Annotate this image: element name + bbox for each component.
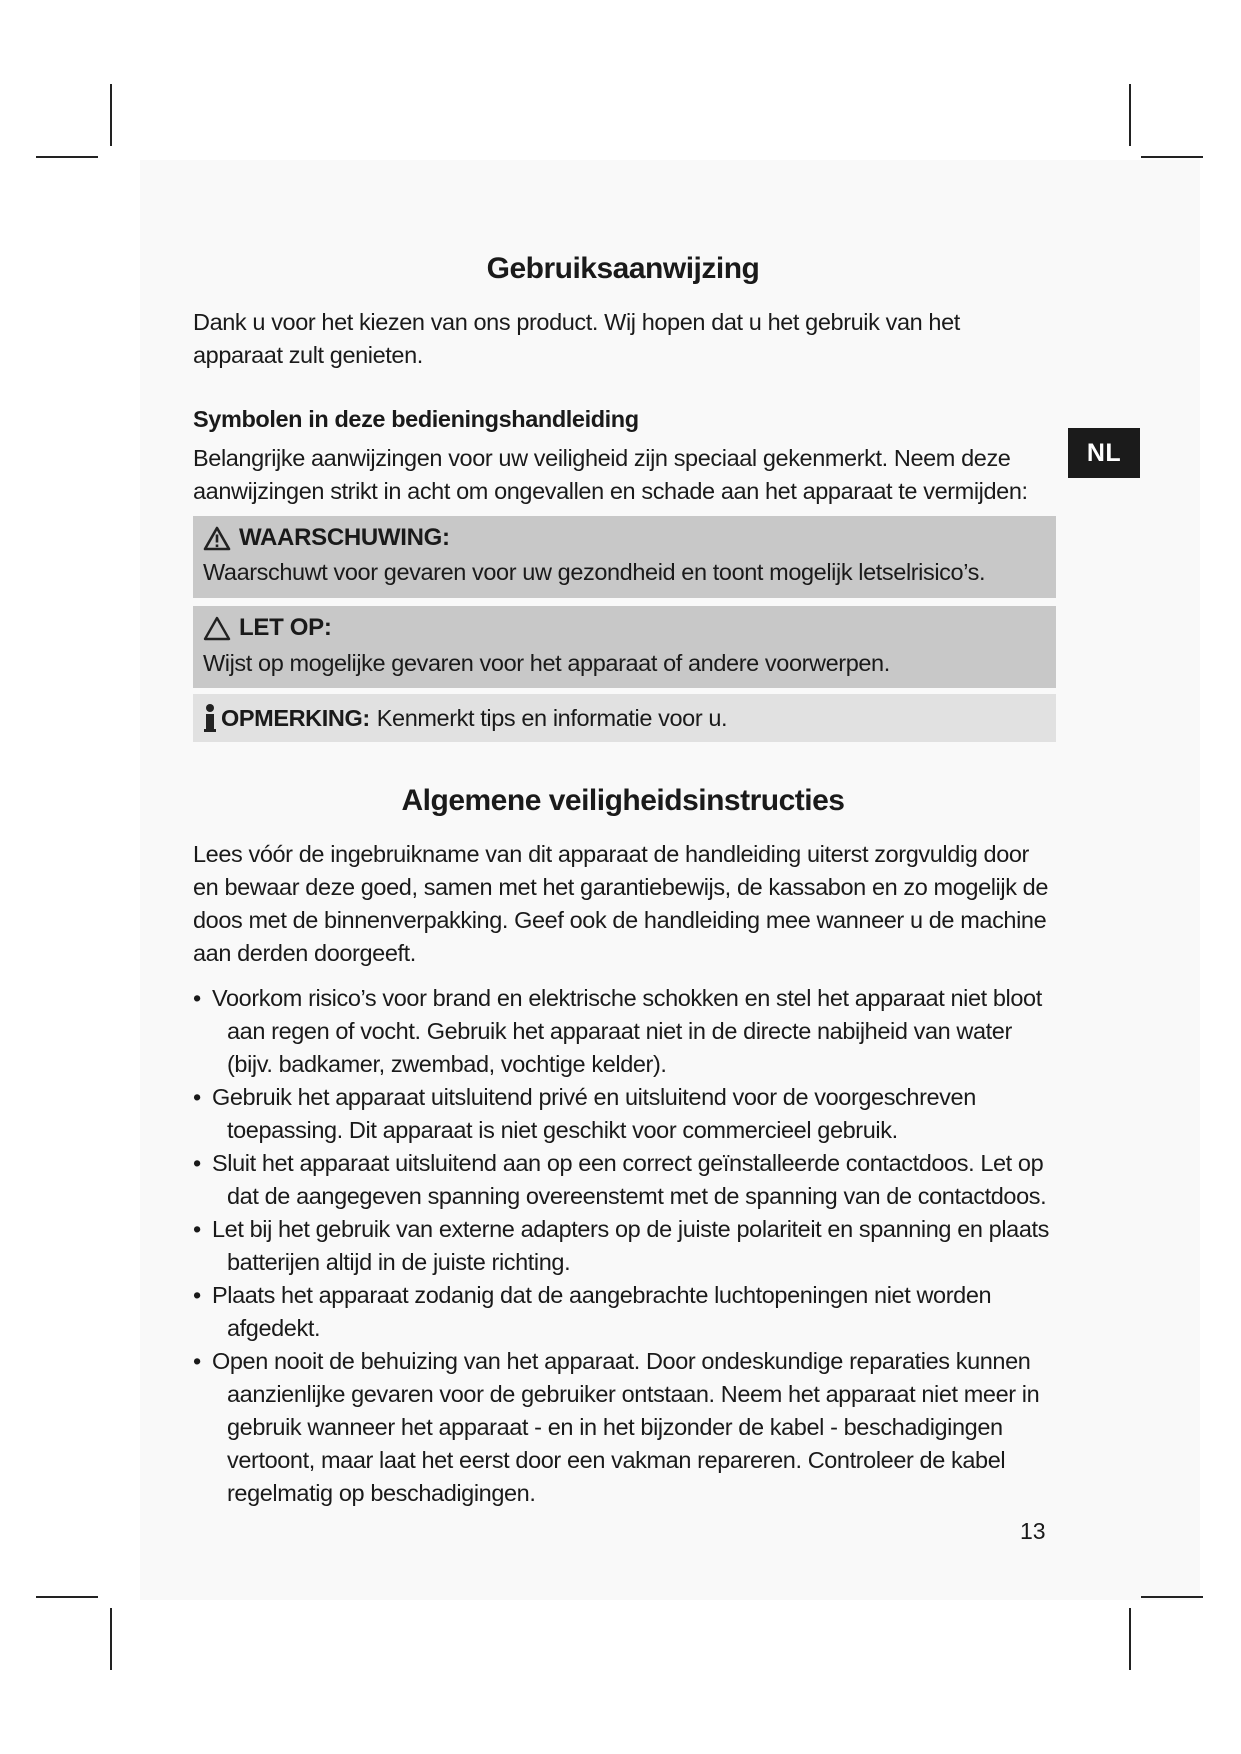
info-icon bbox=[203, 703, 217, 733]
caution-box bbox=[193, 606, 1056, 688]
caution-triangle-icon bbox=[203, 616, 231, 641]
list-item: • Sluit het apparaat uitsluitend aan op een correct geïnstalleerde contactdoos. Let op dat de aangegeven spanning overeenstemt met de spanning van de contactdoos. bbox=[193, 1147, 1053, 1213]
crop-mark-tl-h bbox=[36, 156, 98, 158]
warning-triangle-icon bbox=[203, 526, 231, 551]
page-number: 13 bbox=[1020, 1518, 1046, 1544]
caution-heading bbox=[203, 614, 332, 642]
list-item: • Plaats het apparaat zodanig dat de aangebrachte luchtopeningen niet worden afgedekt. bbox=[193, 1279, 1053, 1345]
crop-mark-tl-v bbox=[110, 84, 112, 146]
crop-mark-bl-h bbox=[36, 1596, 98, 1598]
note-box bbox=[193, 694, 1056, 742]
list-item: • Gebruik het apparaat uitsluitend privé en uitsluitend voor de voorgeschreven toepassing. Dit apparaat is niet geschikt voor commercieel gebruik. bbox=[193, 1081, 1053, 1147]
crop-mark-bl-v bbox=[110, 1608, 112, 1670]
symbols-heading: Symbolen in deze bedieningshandleiding bbox=[193, 406, 639, 432]
intro-paragraph: Dank u voor het kiezen van ons product. Wij hopen dat u het gebruik van het apparaat zult genieten. bbox=[193, 309, 960, 368]
language-tab: NL bbox=[1068, 428, 1140, 478]
note-text: Kenmerkt tips en informatie voor u. bbox=[376, 704, 728, 731]
crop-mark-tr-h bbox=[1141, 156, 1203, 158]
safety-bullet-list bbox=[193, 982, 1053, 1510]
symbols-paragraph: Belangrijke aanwijzingen voor uw veiligheid zijn speciaal gekenmerkt. Neem deze aanwijzingen strikt in acht om ongevallen en schade aan het apparaat te vermijden: bbox=[193, 445, 1028, 504]
warning-box bbox=[193, 516, 1056, 598]
list-item: • Open nooit de behuizing van het apparaat. Door ondeskundige reparaties kunnen aanzienlijke gevaren voor de gebruiker ontstaan. Neem het apparaat niet meer in gebruik wanneer het apparaat - en in het bijzonder de kabel - beschadigingen vertoont, maar laat het eerst door een vakman repareren. Controleer de kabel regelmatig op beschadigingen. bbox=[193, 1345, 1053, 1510]
list-item: • Voorkom risico’s voor brand en elektrische schokken en stel het apparaat niet bloot aan regen of vocht. Gebruik het apparaat niet in de directe nabijheid van water (bijv. badkamer, zwembad, vochtige kelder). bbox=[193, 982, 1053, 1081]
warning-text: Waarschuwt voor gevaren voor uw gezondheid en toont mogelijk letselrisico’s. bbox=[203, 559, 986, 585]
safety-intro: Lees vóór de ingebruikname van dit apparaat de handleiding uiterst zorgvuldig door en bewaar deze goed, samen met het garantiebewijs, de kassabon en zo mogelijk de doos met de binnenverpakking. Geef ook de handleiding mee wanneer u de machine aan derden doorgeeft. bbox=[193, 841, 1049, 966]
warning-label: WAARSCHUWING: bbox=[239, 524, 450, 551]
note-label: OPMERKING: bbox=[221, 704, 370, 731]
list-item: • Let bij het gebruik van externe adapters op de juiste polariteit en spanning en plaats batterijen altijd in de juiste richting. bbox=[193, 1213, 1053, 1279]
crop-mark-br-v bbox=[1129, 1608, 1131, 1670]
warning-heading bbox=[203, 524, 450, 552]
caution-label: LET OP: bbox=[239, 614, 332, 641]
crop-mark-br-h bbox=[1141, 1596, 1203, 1598]
crop-mark-tr-v bbox=[1129, 84, 1131, 146]
safety-heading: Algemene veiligheidsinstructies bbox=[401, 784, 845, 817]
caution-text: Wijst op mogelijke gevaren voor het apparaat of andere voorwerpen. bbox=[203, 650, 890, 676]
page-title: Gebruiksaanwijzing bbox=[486, 252, 760, 285]
